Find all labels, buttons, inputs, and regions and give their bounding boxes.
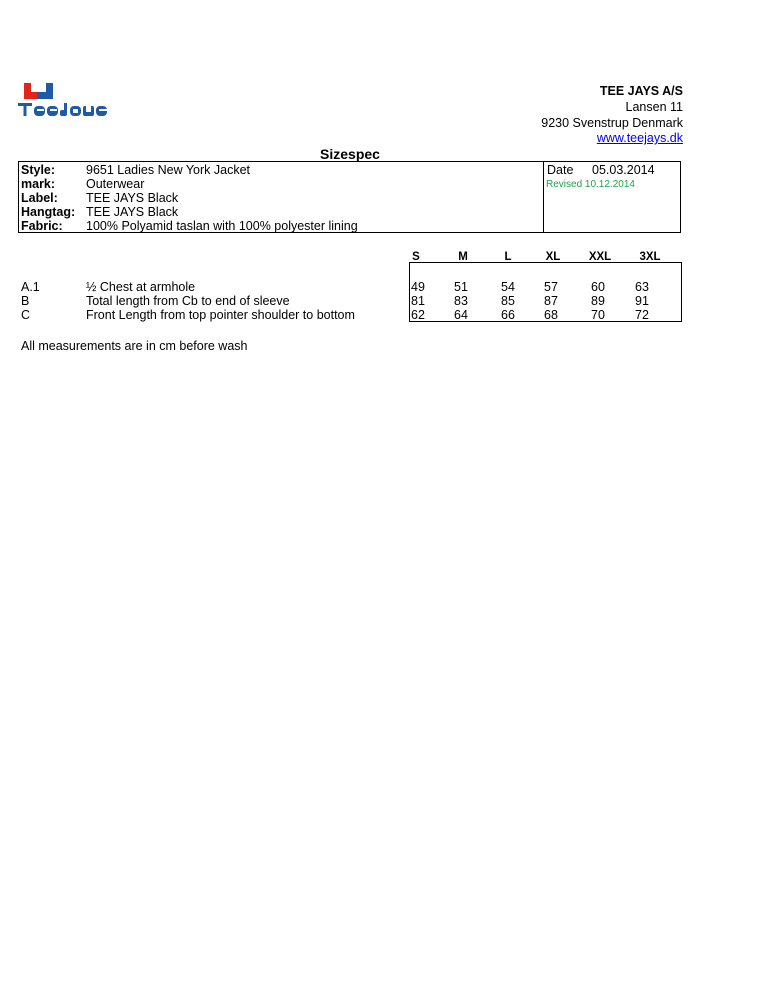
date-label: Date <box>547 163 574 177</box>
value-cell: 72 <box>635 308 649 322</box>
measurement-description: ½ Chest at armhole <box>86 280 196 294</box>
date-value: 05.03.2014 <box>592 163 655 177</box>
company-name: TEE JAYS A/S <box>599 84 683 98</box>
value-cell: 87 <box>544 294 558 308</box>
value-cell: 60 <box>591 280 605 294</box>
revised-date: Revised 10.12.2014 <box>546 179 635 190</box>
size-header-xxl: XXL <box>588 251 612 263</box>
company-street: Lansen 11 <box>625 100 683 114</box>
size-header-m: M <box>458 251 468 263</box>
value-cell: 91 <box>635 294 649 308</box>
label-value: TEE JAYS Black <box>86 191 179 205</box>
value-cell: 68 <box>544 308 558 322</box>
tee-jays-logo <box>18 82 122 120</box>
measurement-description: Total length from Cb to end of sleeve <box>86 294 290 308</box>
size-header-3xl: 3XL <box>639 251 661 263</box>
value-cell: 63 <box>635 280 649 294</box>
value-cell: 66 <box>501 308 515 322</box>
size-header-l: L <box>504 251 512 263</box>
style-label: Style: <box>21 163 56 177</box>
value-cell: 62 <box>411 308 425 322</box>
size-header-xl: XL <box>545 251 561 263</box>
value-cell: 85 <box>501 294 515 308</box>
measurement-code: A.1 <box>21 280 40 294</box>
value-cell: 54 <box>501 280 515 294</box>
company-city: 9230 Svenstrup Denmark <box>541 116 683 130</box>
value-cell: 49 <box>411 280 425 294</box>
value-cell: 51 <box>454 280 468 294</box>
fabric-label: Fabric: <box>21 219 63 233</box>
measurement-description: Front Length from top pointer shoulder to bottom <box>86 308 355 322</box>
fabric-value: 100% Polyamid taslan with 100% polyester lining <box>86 219 358 233</box>
label-label: Label: <box>21 191 58 205</box>
mark-value: Outerwear <box>86 177 145 191</box>
value-cell: 81 <box>411 294 425 308</box>
value-cell: 89 <box>591 294 605 308</box>
hangtag-value: TEE JAYS Black <box>86 205 179 219</box>
measurement-note: All measurements are in cm before wash <box>21 339 248 353</box>
page-title: Sizespec <box>320 146 380 162</box>
mark-label: mark: <box>21 177 56 191</box>
measurement-code: C <box>21 308 31 322</box>
size-header-s: S <box>412 251 420 263</box>
company-website-link[interactable]: www.teejays.dk <box>596 131 683 145</box>
style-value: 9651 Ladies New York Jacket <box>86 163 250 177</box>
value-cell: 64 <box>454 308 468 322</box>
value-cell: 57 <box>544 280 558 294</box>
value-cell: 83 <box>454 294 468 308</box>
measurement-code: B <box>21 294 30 308</box>
value-cell: 70 <box>591 308 605 322</box>
hangtag-label: Hangtag: <box>21 205 76 219</box>
